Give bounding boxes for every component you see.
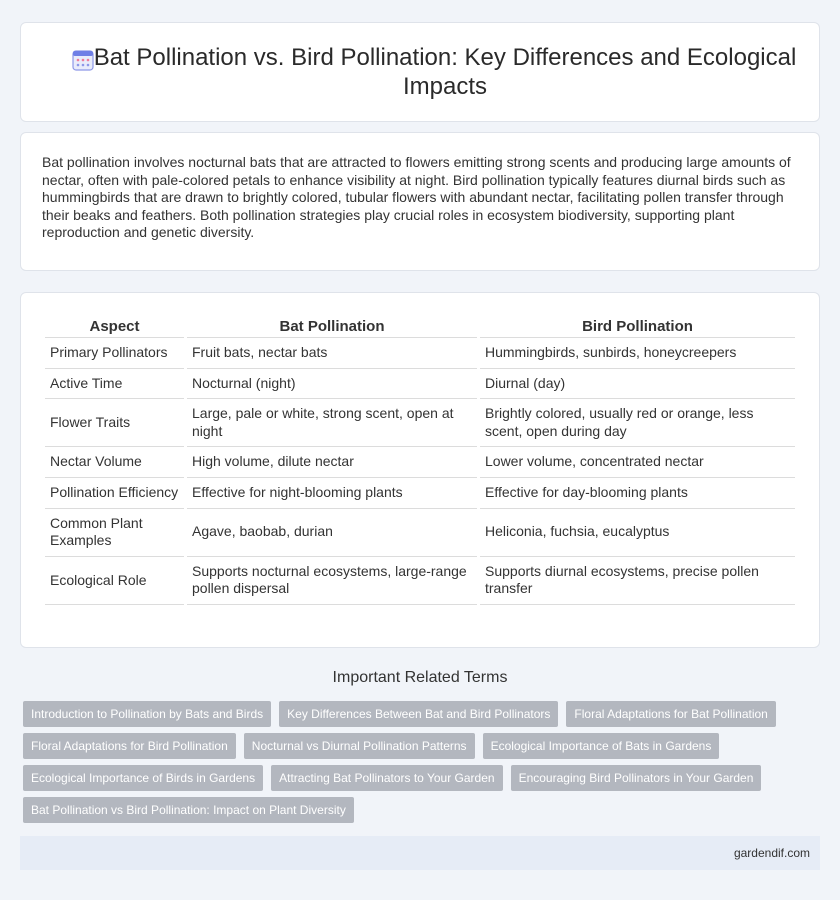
table-cell-aspect: Pollination Efficiency — [45, 478, 184, 509]
table-cell-aspect: Nectar Volume — [45, 447, 184, 478]
table-cell-bird: Diurnal (day) — [480, 369, 795, 400]
column-header-bat: Bat Pollination — [187, 314, 477, 338]
related-term-link[interactable]: Ecological Importance of Bats in Gardens — [483, 733, 720, 759]
intro-paragraph: Bat pollination involves nocturnal bats that are attracted to flowers emitting strong scents and producing large amounts of nectar, often with pale-colored petals to enhance visibility at night. Bird pollination typically features diurnal birds such as hummingbirds that are drawn to brightly colored, tubular flowers with abundant nectar, facilitating pollen transfer through their beaks and feathers. Both pollination strategies play crucial roles in ecosystem biodiversity, supporting plant reproduction and genetic diversity. — [42, 154, 791, 241]
related-term-link[interactable]: Nocturnal vs Diurnal Pollination Patterns — [244, 733, 475, 759]
comparison-table — [42, 314, 798, 605]
table-cell-aspect: Ecological Role — [45, 557, 184, 605]
related-term-link[interactable]: Attracting Bat Pollinators to Your Garden — [271, 765, 502, 791]
related-term-link[interactable]: Floral Adaptations for Bat Pollination — [566, 701, 775, 727]
footer-site: gardendif.com — [733, 846, 810, 860]
table-cell-bird: Heliconia, fuchsia, eucalyptus — [480, 509, 795, 557]
footer — [20, 836, 820, 870]
table-cell-bird: Hummingbirds, sunbirds, honeycreepers — [480, 338, 795, 369]
table-cell-bat: Nocturnal (night) — [187, 369, 477, 400]
table-cell-bird: Brightly colored, usually red or orange, less scent, open during day — [480, 399, 795, 447]
related-term-link[interactable]: Ecological Importance of Birds in Gardens — [23, 765, 263, 791]
related-term-link[interactable]: Bat Pollination vs Bird Pollination: Impact on Plant Diversity — [23, 797, 354, 823]
table-cell-bird: Lower volume, concentrated nectar — [480, 447, 795, 478]
table-cell-aspect: Flower Traits — [45, 399, 184, 447]
table-cell-bat: Supports nocturnal ecosystems, large-range pollen dispersal — [187, 557, 477, 605]
column-header-bird: Bird Pollination — [480, 314, 795, 338]
comparison-card — [20, 292, 820, 648]
table-cell-aspect: Common Plant Examples — [45, 509, 184, 557]
table-cell-aspect: Active Time — [45, 369, 184, 400]
table-cell-bat: High volume, dilute nectar — [187, 447, 477, 478]
intro-card — [20, 132, 820, 271]
table-cell-bat: Effective for night-blooming plants — [187, 478, 477, 509]
table-row — [45, 369, 795, 400]
table-header-row — [45, 314, 795, 338]
table-row — [45, 447, 795, 478]
table-cell-bird: Supports diurnal ecosystems, precise pollen transfer — [480, 557, 795, 605]
page-header — [20, 22, 820, 122]
column-header-aspect: Aspect — [45, 314, 184, 338]
table-cell-aspect: Primary Pollinators — [45, 338, 184, 369]
table-row — [45, 478, 795, 509]
table-row — [45, 509, 795, 557]
table-cell-bat: Large, pale or white, strong scent, open at night — [187, 399, 477, 447]
table-body — [45, 338, 795, 605]
related-term-link[interactable]: Encouraging Bird Pollinators in Your Garden — [511, 765, 762, 791]
table-row — [45, 338, 795, 369]
table-cell-bat: Agave, baobab, durian — [187, 509, 477, 557]
table-cell-bird: Effective for day-blooming plants — [480, 478, 795, 509]
related-term-link[interactable]: Key Differences Between Bat and Bird Pollinators — [279, 701, 558, 727]
related-terms-title: Important Related Terms — [332, 669, 508, 686]
table-row — [45, 399, 795, 447]
related-terms-list — [23, 701, 803, 823]
related-term-link[interactable]: Introduction to Pollination by Bats and Birds — [23, 701, 271, 727]
table-row — [45, 557, 795, 605]
related-term-link[interactable]: Floral Adaptations for Bird Pollination — [23, 733, 236, 759]
table-cell-bat: Fruit bats, nectar bats — [187, 338, 477, 369]
page-title: Bat Pollination vs. Bird Pollination: Key Differences and Ecological Impacts — [93, 44, 797, 100]
